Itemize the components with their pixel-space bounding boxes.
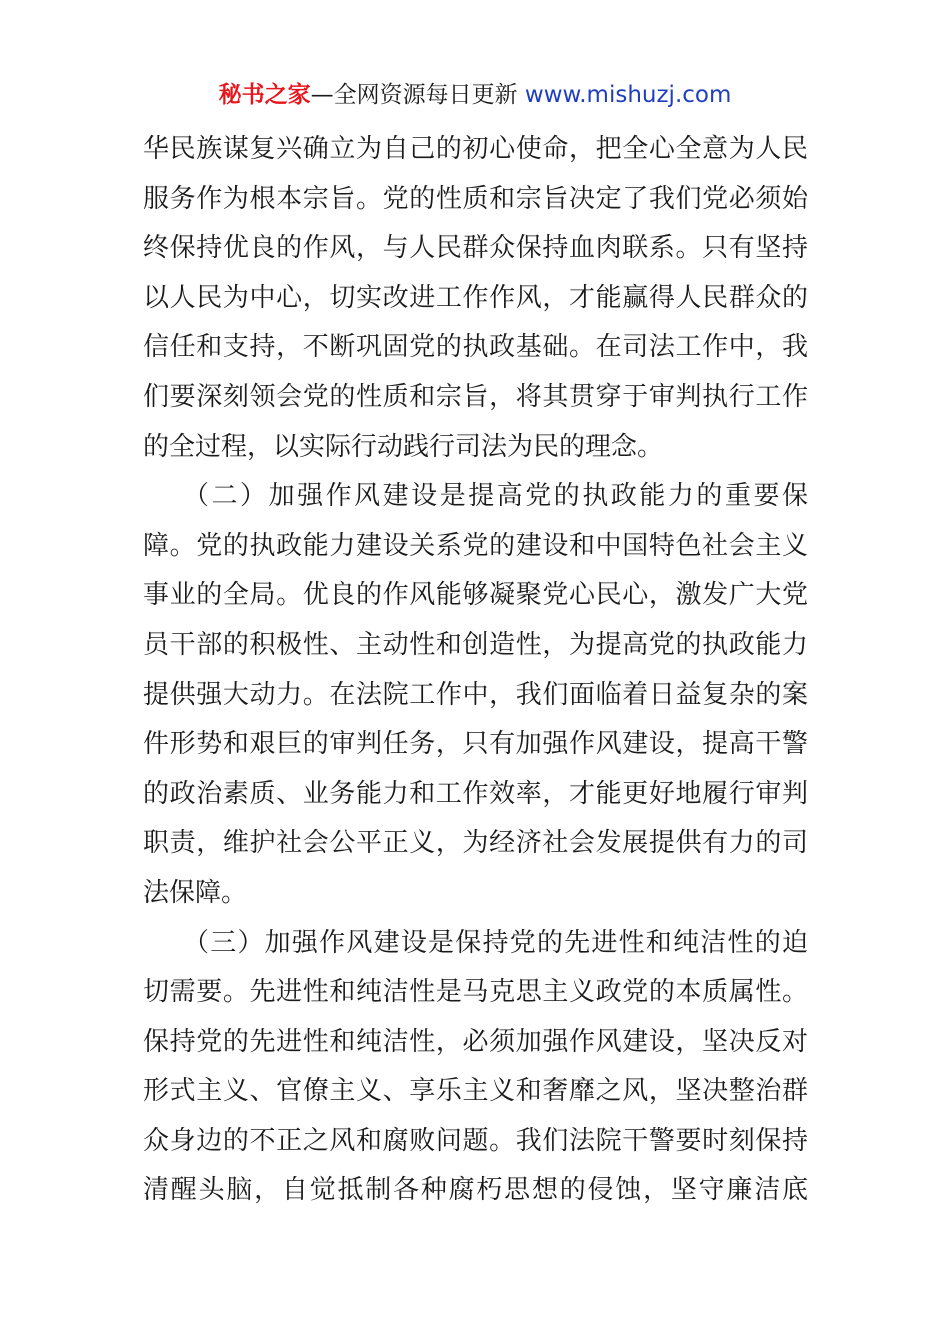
text-line: 障。党的执政能力建设关系党的建设和中国特色社会主义 <box>143 530 808 561</box>
text-line: 件形势和艰巨的审判任务，只有加强作风建设，提高干警 <box>143 729 808 760</box>
text-line: 的政治素质、业务能力和工作效率，才能更好地履行审判 <box>143 778 808 809</box>
text-line: 众身边的不正之风和腐败问题。我们法院干警要时刻保持 <box>143 1125 808 1156</box>
text-line: 终保持优良的作风，与人民群众保持血肉联系。只有坚持 <box>143 233 808 264</box>
text-line: 保持党的先进性和纯洁性，必须加强作风建设，坚决反对 <box>143 1026 808 1057</box>
brand-name: 秘书之家 <box>218 82 311 108</box>
text-line: 信任和支持，不断巩固党的执政基础。在司法工作中，我 <box>143 332 808 363</box>
text-line: 们要深刻领会党的性质和宗旨，将其贯穿于审判执行工作 <box>143 381 808 412</box>
text-line: 法保障。 <box>143 877 248 908</box>
document-body <box>143 125 808 1216</box>
text-line: 职责，维护社会公平正义，为经济社会发展提供有力的司 <box>143 828 808 859</box>
text-line: 华民族谋复兴确立为自己的初心使命，把全心全意为人民 <box>143 134 808 164</box>
text-line: 事业的全局。优良的作风能够凝聚党心民心，激发广大党 <box>143 580 808 611</box>
text-line: 以人民为中心，切实改进工作作风，才能赢得人民群众的 <box>143 282 808 313</box>
section-heading-line: （三）加强作风建设是保持党的先进性和纯洁性的迫 <box>183 927 808 958</box>
text-line: 服务作为根本宗旨。党的性质和宗旨决定了我们党必须始 <box>143 183 808 214</box>
section-heading-line: （二）加强作风建设是提高党的执政能力的重要保 <box>183 481 808 512</box>
text-line: 清醒头脑，自觉抵制各种腐朽思想的侵蚀，坚守廉洁底 <box>143 1175 808 1206</box>
text-line: 切需要。先进性和纯洁性是马克思主义政党的本质属性。 <box>143 977 808 1008</box>
text-line: 形式主义、官僚主义、享乐主义和奢靡之风，坚决整治群 <box>143 1076 808 1107</box>
text-line: 员干部的积极性、主动性和创造性，为提高党的执政能力 <box>143 629 808 660</box>
text-line: 的全过程，以实际行动践行司法为民的理念。 <box>143 431 664 462</box>
header-tagline: —全网资源每日更新 <box>310 82 518 108</box>
site-url[interactable]: www.mishuzj.com <box>524 82 732 108</box>
page-header <box>0 78 950 112</box>
text-line: 提供强大动力。在法院工作中，我们面临着日益复杂的案 <box>143 679 808 710</box>
